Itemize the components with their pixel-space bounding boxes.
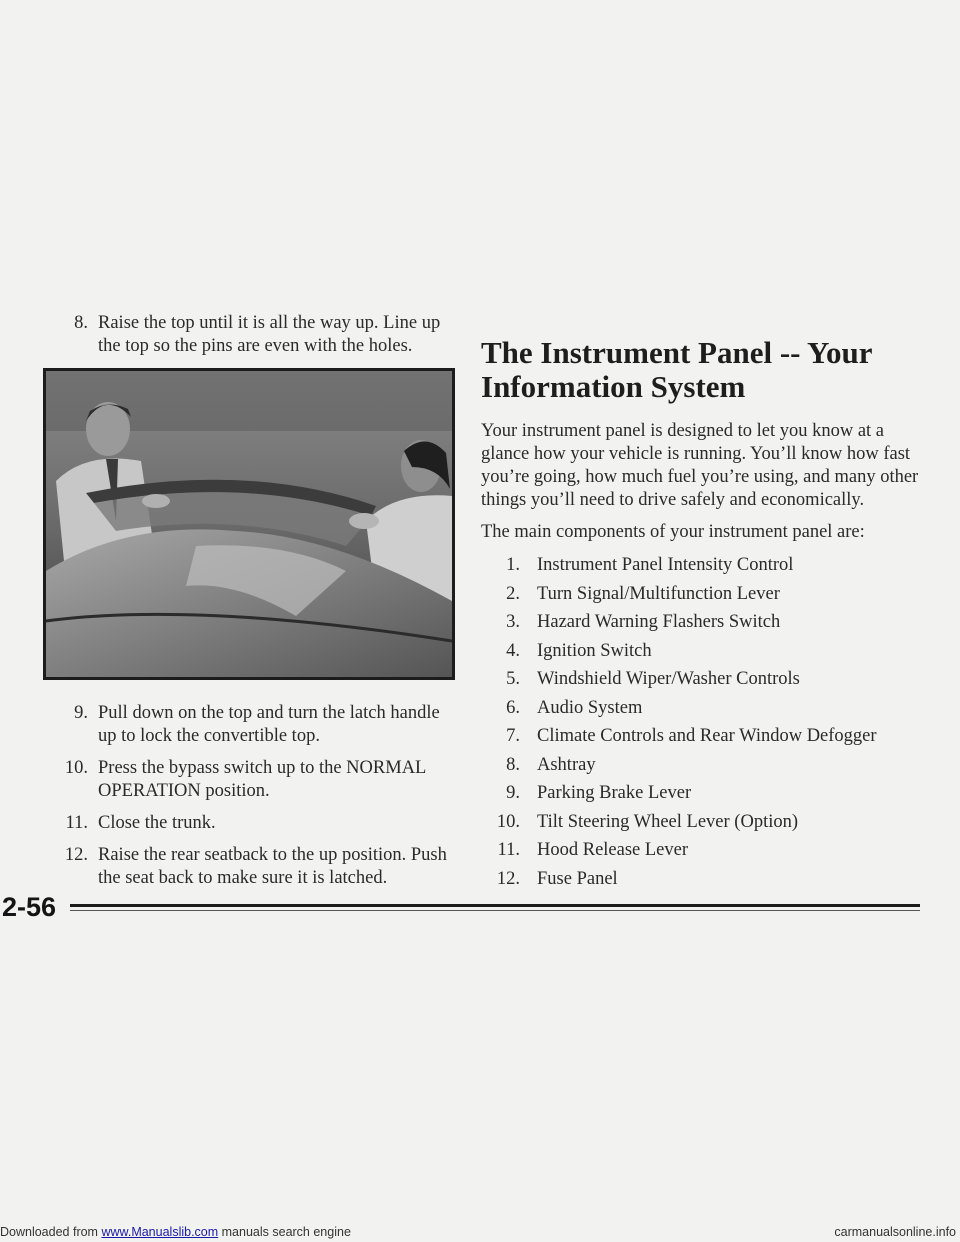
step-number: 9. — [74, 703, 88, 723]
item-number: 7. — [506, 726, 520, 746]
item-number: 5. — [506, 669, 520, 689]
intro-paragraph: Your instrument panel is designed to let you know at a glance how your vehicle is running. You’ll know how fast you’re going, how much fuel you’re using, and many other things you’ll need to drive safely and economically. — [481, 421, 919, 510]
item-number: 2. — [506, 583, 520, 604]
step-10 — [48, 757, 448, 803]
footer-prefix: Downloaded from — [0, 1225, 102, 1239]
item-text: Fuse Panel — [537, 868, 618, 889]
item-text: Audio System — [537, 697, 643, 718]
footer-suffix: manuals search engine — [218, 1225, 351, 1239]
step-text: Raise the rear seatback to the up position. Push the seat back to make sure it is latched. — [98, 845, 447, 888]
step-number: 10. — [64, 758, 88, 778]
step-12 — [48, 844, 448, 890]
item-text: Instrument Panel Intensity Control — [537, 555, 794, 575]
step-text: Pull down on the top and turn the latch handle up to lock the convertible top. — [98, 703, 440, 746]
download-footer — [0, 1225, 960, 1242]
list-item — [481, 583, 921, 612]
convertible-top-illustration — [43, 368, 455, 680]
item-number: 11. — [497, 840, 520, 860]
item-text: Climate Controls and Rear Window Defogger — [537, 726, 877, 746]
item-number: 8. — [506, 754, 520, 775]
footer-rule-thin — [70, 910, 920, 911]
step-9 — [48, 702, 448, 748]
item-number: 4. — [506, 640, 520, 661]
step-8 — [48, 312, 448, 358]
item-text: Windshield Wiper/Washer Controls — [537, 669, 800, 689]
step-number: 11. — [65, 813, 88, 833]
item-number: 1. — [506, 555, 520, 575]
item-number: 6. — [506, 697, 520, 718]
step-11 — [48, 812, 448, 835]
item-text: Turn Signal/Multifunction Lever — [537, 583, 780, 604]
step-text: Press the bypass switch up to the NORMAL OPERATION position. — [98, 758, 426, 801]
list-item — [481, 697, 921, 726]
footer-source — [0, 1225, 351, 1239]
item-number: 9. — [506, 783, 520, 803]
step-number: 12. — [64, 845, 88, 865]
step-number: 8. — [74, 313, 88, 333]
list-item — [481, 668, 921, 697]
step-text: Close the trunk. — [98, 813, 216, 833]
list-item — [481, 725, 921, 754]
item-number: 12. — [496, 868, 520, 889]
item-number: 10. — [496, 811, 520, 832]
watermark: carmanualsonline.info — [834, 1225, 956, 1239]
section-heading: The Instrument Panel -- Your Information System — [481, 335, 872, 404]
item-text: Ignition Switch — [537, 640, 652, 661]
list-item — [481, 868, 921, 897]
list-item — [481, 811, 921, 840]
list-intro: The main components of your instrument panel are: — [481, 522, 865, 542]
manualslib-link[interactable]: www.Manualslib.com — [101, 1225, 219, 1239]
page-number: 2-56 — [2, 892, 57, 922]
item-text: Ashtray — [537, 754, 596, 775]
illustration-svg — [46, 371, 452, 677]
item-text: Parking Brake Lever — [537, 783, 692, 803]
item-text: Tilt Steering Wheel Lever (Option) — [537, 811, 799, 832]
list-item — [481, 839, 921, 868]
list-item — [481, 782, 921, 811]
item-text: Hazard Warning Flashers Switch — [537, 612, 781, 632]
right-column — [481, 336, 921, 896]
left-column — [48, 312, 448, 899]
list-item — [481, 554, 921, 583]
step-text: Raise the top until it is all the way up. Line up the top so the pins are even with the holes. — [98, 313, 441, 356]
list-item — [481, 611, 921, 640]
list-item — [481, 640, 921, 669]
item-text: Hood Release Lever — [537, 840, 689, 860]
component-list — [481, 554, 921, 896]
footer-rule — [70, 904, 920, 907]
item-number: 3. — [506, 612, 520, 632]
list-item — [481, 754, 921, 783]
